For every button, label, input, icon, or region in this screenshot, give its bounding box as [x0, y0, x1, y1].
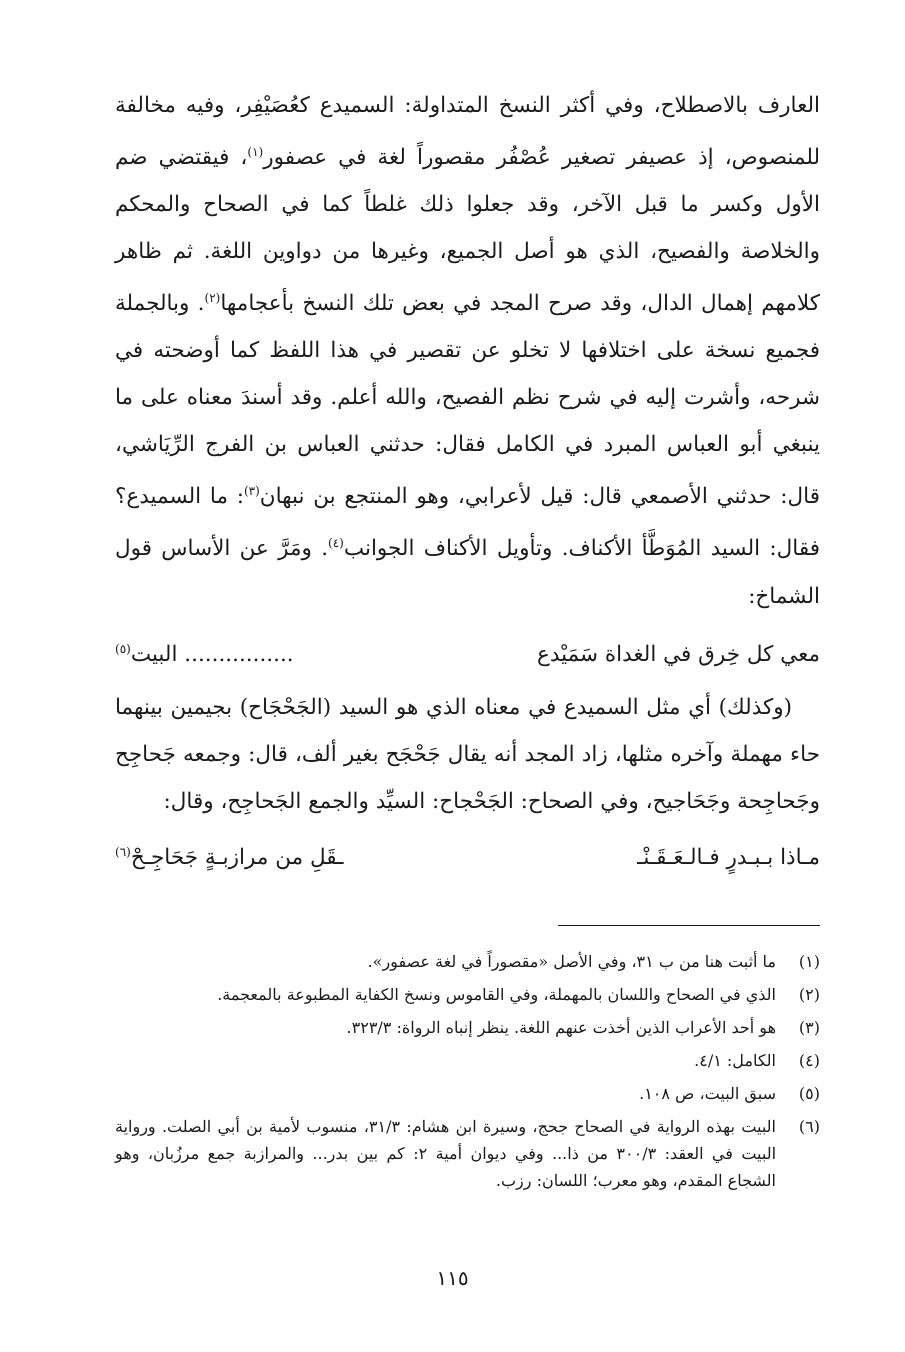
verse-2: [115, 829, 820, 881]
footnote: [115, 1080, 820, 1107]
footnote-text: البيت بهذه الرواية في الصحاح جحج، وسيرة ابن هشام: ٣١/٣، منسوب لأمية بن أبي الصلت. ورواية البيت في العقد: ٣٠٠/٣ من ذا... وفي ديوان أمية ٢: كم بين بدر... والمرازبة جمع مرزُبان، وهو الشجاع المقدم، وهو معرب؛ اللسان: رزب.: [115, 1116, 777, 1190]
verse-1-second-text: ................ البيت: [130, 641, 294, 667]
page-body: [115, 82, 820, 1200]
footnote-ref-3: (٣): [243, 484, 260, 499]
para1-text-e: . ومَرَّ عن الأساس قول الشماخ:: [115, 536, 820, 609]
page-number: ١١٥: [436, 1266, 469, 1290]
footnote-number: (٤): [798, 1050, 820, 1070]
footnote-text: الكامل: ٤/١.: [694, 1050, 776, 1070]
footnote-ref-4: (٤): [328, 536, 344, 551]
verse-2-first-hemistich: مـاذا بـبـدرٍ فـالـعَـقَـنْـ: [637, 844, 820, 870]
footnote-text: هو أحد الأعراب الذين أخذت عنهم اللغة. ينظر إنباه الرواة: ٣٢٣/٣.: [346, 1017, 776, 1037]
footnote-number: (٥): [798, 1083, 820, 1103]
paragraph-1: [115, 82, 820, 620]
footnote-ref-2: (٢): [204, 291, 221, 306]
footnote-number: (١): [798, 951, 820, 971]
footnote: [115, 1047, 820, 1074]
paragraph-2: (وكذلك) أي مثل السميدع في معناه الذي هو السيد (الجَحْجَاح) بجيمين بينهما حاء مهملة وآخره مثلها، زاد المجد أنه يقال جَحْجَح بغير ألف، قال: وجمعه جَحاجِح وجَحاجِحة وجَحَاجيح، وفي الصحاح: الجَحْجاح: السيِّد والجمع الجَحاجِح، وقال:: [115, 694, 820, 814]
verse-2-second-hemistich: [115, 829, 343, 881]
para1-text-c: . وبالجملة فجميع نسخة على اختلافها لا تخلو عن تقصير في هذا اللفظ كما أوضحته في شرحه، وأشرت إليه في شرح نظم الفصيح، والله أعلم. وقد أسندَ معناه على ما ينبغي أبو العباس المبرد في الكامل فقال: حدثني العباس بن الفرج الرِّيَاشي، قال: حدثني الأصمعي قال: قيل لأعرابي، وهو المنتجع بن نبهان: [115, 291, 820, 510]
verse-1-first-hemistich: معي كل خِرق في الغداة سَمَيْدع: [537, 641, 820, 667]
footnote-ref-1: (١): [247, 145, 264, 159]
footnote-number: (٦): [798, 1116, 820, 1136]
footnote-text: ما أثبت هنا من ب ٣١، وفي الأصل «مقصوراً في لغة عصفور».: [367, 951, 776, 971]
footnote: [115, 1113, 820, 1194]
footnote-separator: [558, 925, 820, 926]
footnote-text: سبق البيت، ص ١٠٨.: [639, 1083, 776, 1103]
footnote-number: (٢): [798, 984, 820, 1004]
footnote-text: الذي في الصحاح واللسان بالمهملة، وفي القاموس ونسخ الكفاية المطبوعة بالمعجمة.: [217, 984, 776, 1004]
para1-text-b: ، فيقتضي ضم الأول وكسر ما قبل الآخر، وقد جعلوا ذلك غلطاً كما في الصحاح والمحكم والخلاصة والفصيح، الذي هو أصل الجميع، وغيرها من دواوين اللغة. ثم ظاهر كلامهم إهمال الدال، وقد صرح المجد في بعض تلك النسخ بأعجامها: [115, 145, 820, 317]
footnote-number: (٣): [798, 1017, 820, 1037]
para1-text-d: : ما السميدع؟ فقال: السيد المُوَطَّأ الأكناف. وتأويل الأكناف الجوانب: [115, 484, 820, 562]
verse-1-second-hemistich: [115, 626, 294, 678]
footnote-ref-5: (٥): [115, 641, 131, 656]
footnote-ref-6: (٦): [115, 844, 131, 859]
para1-text: العارف بالاصطلاح، وفي أكثر النسخ المتداولة: السميدع كعُصَيْفِر، وفيه مخالفة للمنصوص، إذ عصيفر تصغير عُصْفُر مقصوراً لغة في عصفور: [115, 93, 820, 171]
verse-1: [115, 626, 820, 678]
footnote: [115, 948, 820, 975]
verse-2-second-text: ـقَلِ من مرازبـةٍ جَحَاجِـحْ: [130, 844, 344, 870]
footnote: [115, 1014, 820, 1041]
footnotes: [115, 948, 820, 1194]
footnote: [115, 981, 820, 1008]
